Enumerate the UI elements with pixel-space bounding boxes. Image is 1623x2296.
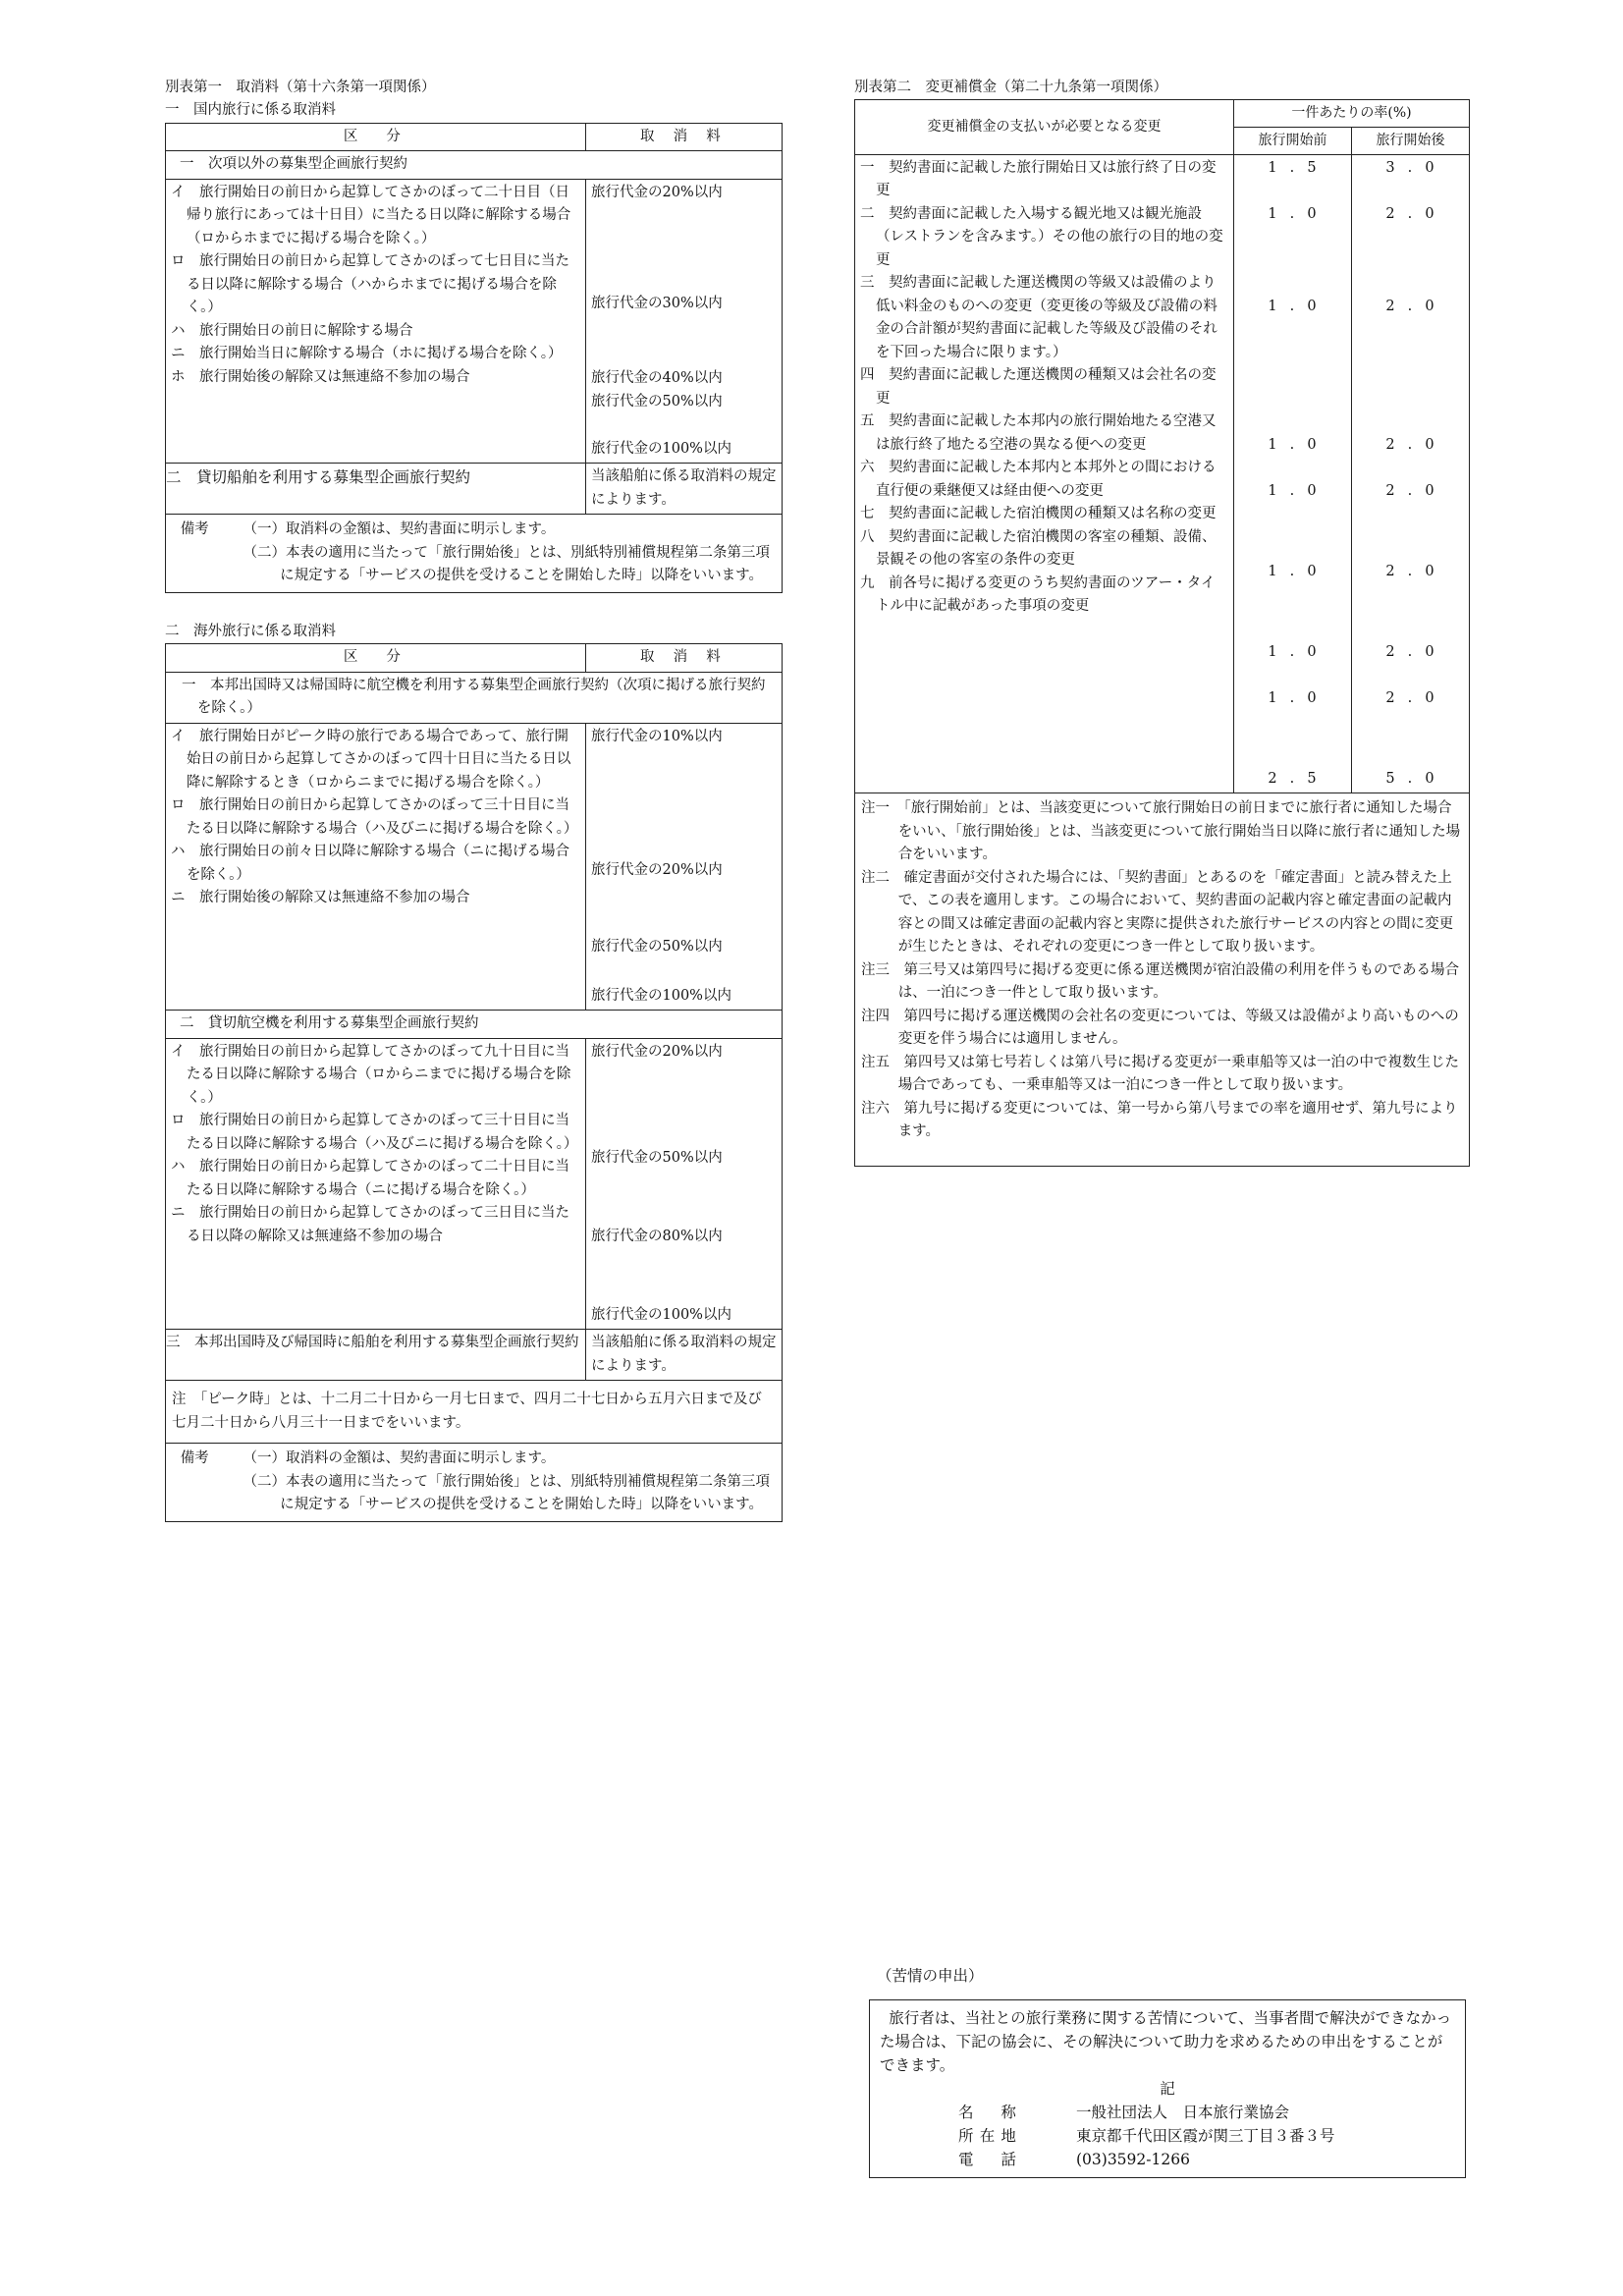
remark-line: （一）取消料の金額は、契約書面に明示します。 xyxy=(243,1450,556,1467)
overseas-group2-title: 二 貸切航空機を利用する募集型企画旅行契約 xyxy=(166,1011,783,1038)
overseas-group1-text xyxy=(166,723,586,1010)
name-value: 一般社団法人 日本旅行業協会 xyxy=(1076,2104,1290,2122)
col-fee-header: 取 消 料 xyxy=(586,644,783,672)
rate-cell: 2.0 xyxy=(1385,482,1447,499)
name-label: 名 称 xyxy=(958,2104,1023,2122)
overseas-cancellation-table xyxy=(165,643,783,1521)
change-compensation-table xyxy=(854,99,1470,1166)
overseas-peak-note: 注 「ピーク時」とは、十二月二十日から一月七日まで、四月二十七日から五月六日まで及び七月二十日から八月三十一日までをいいます。 xyxy=(166,1381,783,1444)
fee-cell: 旅行代金の50%以内 xyxy=(591,1149,723,1166)
table-row: ロ 旅行開始日の前日から起算してさかのぼって七日目に当たる日以降に解除する場合（ハからホまでに掲げる場合を除く。） xyxy=(171,253,569,316)
fee-cell: 旅行代金の100%以内 xyxy=(591,1306,731,1323)
right-column xyxy=(854,77,1469,1167)
fee-cell: 旅行代金の20%以内 xyxy=(591,1043,723,1060)
overseas-group3-fee: 当該船舶に係る取消料の規定によります。 xyxy=(586,1330,783,1381)
fee-cell: 旅行代金の100%以内 xyxy=(591,987,731,1004)
rate-cell: 2.0 xyxy=(1385,563,1447,579)
domestic-remarks xyxy=(166,515,783,592)
overseas-group1-title: 一 本邦出国時又は帰国時に航空機を利用する募集型企画旅行契約（次項に掲げる旅行契約を除く。） xyxy=(166,672,783,723)
footnote: 注四 第四号に掲げる運送機関の会社名の変更については、等級又は設備がより高いものへの変更を伴う場合には適用しません。 xyxy=(861,1008,1459,1048)
complaint-address-row xyxy=(880,2124,1455,2148)
remark-line: （二）本表の適用に当たって「旅行開始後」とは、別紙特別補償規程第二条第三項に規定する「サービスの提供を受けることを開始した時」以降をいいます。 xyxy=(243,544,770,584)
complaint-ki: 記 xyxy=(1160,2080,1175,2099)
complaint-title: （苦情の申出） xyxy=(877,1967,984,1985)
fee-cell: 旅行代金の100%以内 xyxy=(591,440,731,457)
remark-line: （一）取消料の金額は、契約書面に明示します。 xyxy=(243,521,556,538)
change-notes xyxy=(855,793,1470,1166)
fee-cell: 旅行代金の10%以内 xyxy=(591,728,723,744)
table-row: ニ 旅行開始後の解除又は無連絡不参加の場合 xyxy=(171,890,470,906)
remark-line: （二）本表の適用に当たって「旅行開始後」とは、別紙特別補償規程第二条第三項に規定する「サービスの提供を受けることを開始した時」以降をいいます。 xyxy=(243,1473,770,1513)
fee-cell: 旅行代金の80%以内 xyxy=(591,1228,723,1244)
complaint-phone-row xyxy=(880,2148,1455,2171)
table-row: 七 契約書面に記載した宿泊機関の種類又は名称の変更 xyxy=(860,506,1217,522)
table-row: 六 契約書面に記載した本邦内と本邦外との間における直行便の乗継便又は経由便への変更 xyxy=(860,460,1217,499)
overseas-group2-fee xyxy=(586,1038,783,1329)
overseas-group3-text: 三 本邦出国時及び帰国時に船舶を利用する募集型企画旅行契約 xyxy=(166,1330,586,1381)
rate-cell: 2.0 xyxy=(1385,436,1447,453)
rate-cell: 1.0 xyxy=(1268,205,1329,222)
table-row: ニ 旅行開始日の前日から起算してさかのぼって三日目に当たる日以降の解除又は無連絡不参加の場合 xyxy=(171,1205,569,1244)
rate-cell: 2.5 xyxy=(1268,770,1329,787)
rate-cell: 1.0 xyxy=(1268,689,1329,706)
table-row: 四 契約書面に記載した運送機関の種類又は会社名の変更 xyxy=(860,367,1217,407)
phone-value: (03)3592-1266 xyxy=(1076,2151,1190,2169)
rate-cell: 1.0 xyxy=(1268,643,1329,660)
complaint-name-row xyxy=(880,2101,1455,2124)
table-row: ハ 旅行開始日の前日から起算してさかのぼって二十日目に当たる日以降に解除する場合（ニに掲げる場合を除く。） xyxy=(171,1159,569,1198)
phone-label: 電 話 xyxy=(958,2151,1023,2169)
table-row: 八 契約書面に記載した宿泊機関の客室の種類、設備、景観その他の客室の条件の変更 xyxy=(860,528,1217,569)
fee-cell: 旅行代金の30%以内 xyxy=(591,295,723,311)
rate-cell: 1.0 xyxy=(1268,298,1329,314)
rate-cell: 2.0 xyxy=(1385,689,1447,706)
rate-cell: 2.0 xyxy=(1385,643,1447,660)
table-row: イ 旅行開始日がピーク時の旅行である場合であって、旅行開始日の前日から起算してさかのぼって四十日目に当たる日以降に解除するとき（ロからニまでに掲げる場合を除く。） xyxy=(171,728,571,791)
domestic-group2-text: 二 貸切船舶を利用する募集型企画旅行契約 xyxy=(166,464,586,515)
col-rate-header: 一件あたりの率(%) xyxy=(1234,100,1470,128)
overseas-title: 二 海外旅行に係る取消料 xyxy=(165,623,336,639)
complaint-section xyxy=(869,1964,1466,2178)
overseas-group2-text xyxy=(166,1038,586,1329)
footnote: 注三 第三号又は第四号に掲げる変更に係る運送機関が宿泊設備の利用を伴うものである場合は、一泊につき一件として取り扱います。 xyxy=(861,961,1459,1002)
col-fee-header: 取 消 料 xyxy=(586,123,783,150)
table-row: ホ 旅行開始後の解除又は無連絡不参加の場合 xyxy=(171,368,470,385)
rate-cell: 1.0 xyxy=(1268,482,1329,499)
footnote: 注五 第四号又は第七号若しくは第八号に掲げる変更が一乗車船等又は一泊の中で複数生じた場合であっても、一乗車船等又は一泊につき一件として取り扱います。 xyxy=(861,1054,1459,1094)
overseas-group1-fee xyxy=(586,723,783,1010)
domestic-title: 一 国内旅行に係る取消料 xyxy=(165,102,336,119)
table-row: イ 旅行開始日の前日から起算してさかのぼって九十日目に当たる日以降に解除する場合（ロからニまでに掲げる場合を除く。） xyxy=(171,1043,571,1106)
domestic-rows-fee xyxy=(586,179,783,463)
domestic-cancellation-table xyxy=(165,123,783,593)
domestic-group2-fee: 当該船舶に係る取消料の規定によります。 xyxy=(586,464,783,515)
table-row: ハ 旅行開始日の前々日以降に解除する場合（ニに掲げる場合を除く。） xyxy=(171,844,569,883)
rate-cell: 1.5 xyxy=(1268,159,1329,176)
rate-cell: 1.0 xyxy=(1268,563,1329,579)
fee-cell: 旅行代金の20%以内 xyxy=(591,184,723,200)
table-row: 三 契約書面に記載した運送機関の等級又は設備のより低い料金のものへの変更（変更後の等級及び設備の料金の合計額が契約書面に記載した等級及び設備のそれを下回った場合に限ります。） xyxy=(860,275,1217,360)
table-row: 一 契約書面に記載した旅行開始日又は旅行終了日の変更 xyxy=(860,159,1217,199)
footnote: 注二 確定書面が交付された場合には、「契約書面」とあるのを「確定書面」と読み替えた上で、この表を適用します。この場合において、契約書面の記載内容と確定書面の記載内容との間又は確定書面の記載内容と実際に提供された旅行サービスの内容との間に変更が生じたときは、それぞれの変更につき一件として取り扱います。 xyxy=(861,869,1454,956)
remarks-label: 備考 xyxy=(180,1450,209,1467)
address-value: 東京都千代田区霞が関三丁目３番３号 xyxy=(1076,2127,1335,2146)
footnote: 注一 「旅行開始前」とは、当該変更について旅行開始日の前日までに旅行者に通知した場合をいい、「旅行開始後」とは、当該変更について旅行開始当日以降に旅行者に通知した場合をいいます。 xyxy=(861,800,1461,863)
table1-title: 別表第一 取消料（第十六条第一項関係） xyxy=(165,80,436,95)
change-rows-after xyxy=(1352,154,1470,793)
table-row: ロ 旅行開始日の前日から起算してさかのぼって三十日目に当たる日以降に解除する場合（ハ及びニに掲げる場合を除く。） xyxy=(171,797,578,837)
fee-cell: 旅行代金の50%以内 xyxy=(591,938,723,955)
left-column xyxy=(165,77,782,1522)
col-change-header: 変更補償金の支払いが必要となる変更 xyxy=(855,100,1234,154)
footnote: 注六 第九号に掲げる変更については、第一号から第八号までの率を適用せず、第九号によります。 xyxy=(861,1100,1458,1140)
complaint-box xyxy=(869,1999,1466,2178)
table-row: ハ 旅行開始日の前日に解除する場合 xyxy=(171,322,413,339)
rate-cell: 2.0 xyxy=(1385,205,1447,222)
complaint-body: 旅行者は、当社との旅行業務に関する苦情について、当事者間で解決ができなかった場合は、下記の協会に、その解決について助力を求めるための申出をすることができます。 xyxy=(880,2009,1452,2075)
table-row: 九 前各号に掲げる変更のうち契約書面のツアー・タイトル中に記載があった事項の変更 xyxy=(860,574,1216,615)
change-rows-text xyxy=(855,154,1234,793)
table-row: ロ 旅行開始日の前日から起算してさかのぼって三十日目に当たる日以降に解除する場合（ハ及びニに掲げる場合を除く。） xyxy=(171,1113,578,1152)
fee-cell: 旅行代金の50%以内 xyxy=(591,393,723,410)
col-before-header: 旅行開始前 xyxy=(1234,128,1352,155)
table-row: 五 契約書面に記載した本邦内の旅行開始地たる空港又は旅行終了地たる空港の異なる便への変更 xyxy=(860,413,1217,453)
rate-cell: 3.0 xyxy=(1385,159,1447,176)
address-label: 所在地 xyxy=(958,2127,1023,2146)
fee-cell: 旅行代金の40%以内 xyxy=(591,369,723,386)
remarks-label: 備考 xyxy=(180,521,209,538)
col-after-header: 旅行開始後 xyxy=(1352,128,1470,155)
rate-cell: 2.0 xyxy=(1385,298,1447,314)
domestic-group1-title: 一 次項以外の募集型企画旅行契約 xyxy=(166,151,783,179)
change-rows-before xyxy=(1234,154,1352,793)
table-row: ニ 旅行開始当日に解除する場合（ホに掲げる場合を除く。） xyxy=(171,346,563,362)
rate-cell: 5.0 xyxy=(1385,770,1447,787)
col-category-header: 区 分 xyxy=(166,644,586,672)
col-category-header: 区 分 xyxy=(166,123,586,150)
domestic-rows-text xyxy=(166,179,586,463)
rate-cell: 1.0 xyxy=(1268,436,1329,453)
fee-cell: 旅行代金の20%以内 xyxy=(591,861,723,878)
table-row: イ 旅行開始日の前日から起算してさかのぼって二十日目（日帰り旅行にあっては十日目）に当たる日以降に解除する場合（ロからホまでに掲げる場合を除く。） xyxy=(171,184,571,246)
table-row: 二 契約書面に記載した入場する観光地又は観光施設（レストランを含みます。）その他の旅行の目的地の変更 xyxy=(860,205,1223,268)
table2-title: 別表第二 変更補償金（第二十九条第一項関係） xyxy=(854,80,1167,95)
overseas-remarks xyxy=(166,1444,783,1521)
